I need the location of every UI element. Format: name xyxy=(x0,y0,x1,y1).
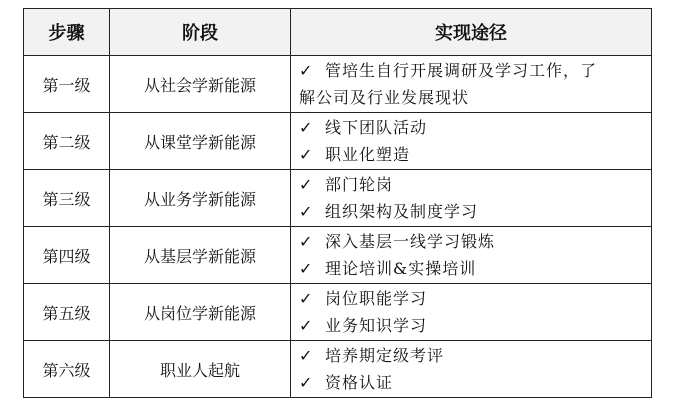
stage-cell: 从社会学新能源 xyxy=(110,56,291,113)
path-item-text: 理论培训&实操培训 xyxy=(325,259,477,278)
table-row xyxy=(24,341,652,398)
path-item-text: 培养期定级考评 xyxy=(325,346,445,365)
check-icon: ✓ xyxy=(299,202,314,221)
check-icon: ✓ xyxy=(299,118,314,137)
table-row xyxy=(24,284,652,341)
check-icon: ✓ xyxy=(299,175,314,194)
stage-cell: 从基层学新能源 xyxy=(110,227,291,284)
path-item-text: 资格认证 xyxy=(325,373,394,392)
path-item xyxy=(299,285,651,312)
path-item-text: 组织架构及制度学习 xyxy=(325,202,479,221)
stage-cell: 从课堂学新能源 xyxy=(110,113,291,170)
path-item-text: 职业化塑造 xyxy=(325,145,411,164)
table-row xyxy=(24,56,652,113)
path-cell xyxy=(291,284,652,341)
step-cell: 第五级 xyxy=(24,284,110,341)
stage-cell: 从业务学新能源 xyxy=(110,170,291,227)
stage-cell: 从岗位学新能源 xyxy=(110,284,291,341)
stage-cell: 职业人起航 xyxy=(110,341,291,398)
path-item xyxy=(299,141,651,168)
path-item xyxy=(299,255,651,282)
path-cell xyxy=(291,227,652,284)
check-icon: ✓ xyxy=(299,289,314,308)
check-icon: ✓ xyxy=(299,259,314,278)
check-icon: ✓ xyxy=(299,61,314,80)
path-item xyxy=(299,114,651,141)
path-item xyxy=(299,228,651,255)
check-icon: ✓ xyxy=(299,373,314,392)
path-item-text: 深入基层一线学习锻炼 xyxy=(325,232,496,251)
step-cell: 第一级 xyxy=(24,56,110,113)
path-cell xyxy=(291,113,652,170)
table-row xyxy=(24,113,652,170)
step-cell: 第六级 xyxy=(24,341,110,398)
path-item-text: 线下团队活动 xyxy=(325,118,428,137)
path-item-text: 管培生自行开展调研及学习工作，了 xyxy=(325,61,598,80)
path-item-text: 岗位职能学习 xyxy=(325,289,428,308)
path-cell xyxy=(291,56,652,113)
path-item-text: 业务知识学习 xyxy=(325,316,428,335)
header-step: 步骤 xyxy=(24,9,110,56)
check-icon: ✓ xyxy=(299,346,314,365)
step-cell: 第四级 xyxy=(24,227,110,284)
check-icon: ✓ xyxy=(299,232,314,251)
check-icon: ✓ xyxy=(299,316,314,335)
path-item xyxy=(299,312,651,339)
path-cell xyxy=(291,170,652,227)
path-item-text: 部门轮岗 xyxy=(325,175,394,194)
path-item xyxy=(299,369,651,396)
header-stage: 阶段 xyxy=(110,9,291,56)
path-item-continuation: 解公司及行业发展现状 xyxy=(299,88,470,107)
table-row xyxy=(24,227,652,284)
career-stage-table xyxy=(23,8,652,398)
check-icon: ✓ xyxy=(299,145,314,164)
step-cell: 第三级 xyxy=(24,170,110,227)
table-row xyxy=(24,170,652,227)
step-cell: 第二级 xyxy=(24,113,110,170)
path-cell xyxy=(291,341,652,398)
path-item xyxy=(299,57,651,84)
path-item xyxy=(299,198,651,225)
header-path: 实现途径 xyxy=(291,9,652,56)
path-item xyxy=(299,342,651,369)
path-item xyxy=(299,171,651,198)
table-header-row xyxy=(24,9,652,56)
